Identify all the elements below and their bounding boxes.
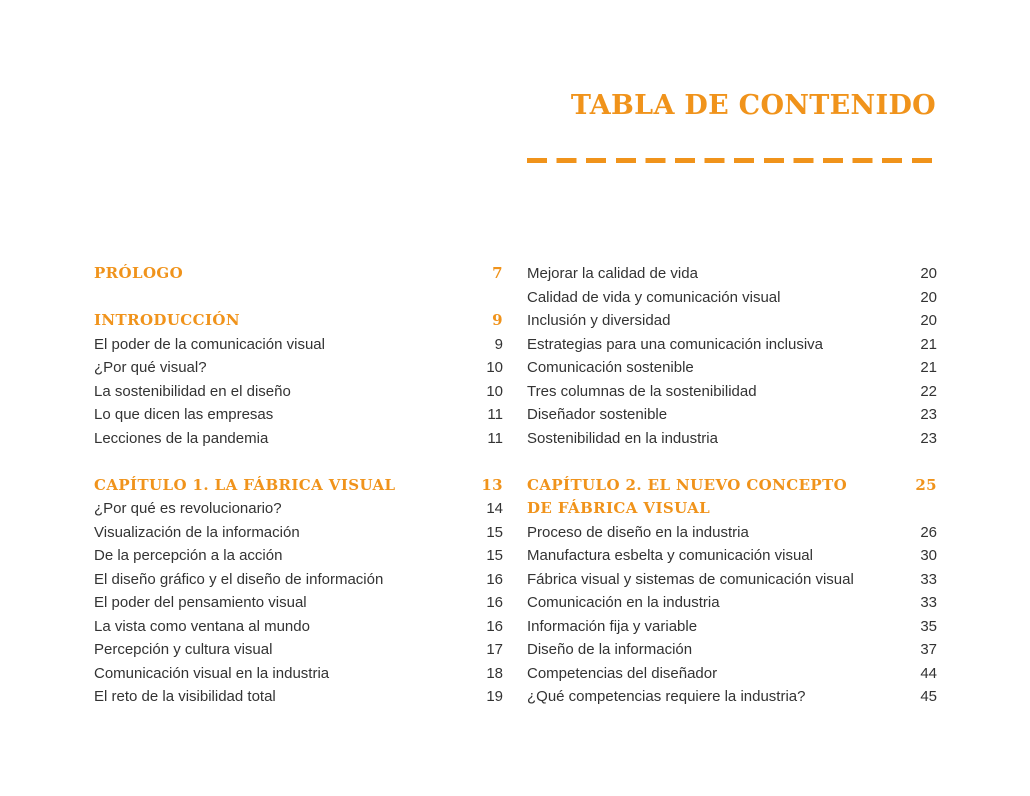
toc-page-number: 25	[915, 475, 937, 494]
toc-chapter-prologo[interactable]	[94, 262, 503, 286]
toc-entry-label: Estrategias para una comunicación inclusiva	[527, 335, 823, 353]
toc-page-number: 15	[486, 523, 503, 541]
toc-entry[interactable]	[94, 662, 503, 686]
toc-entry[interactable]	[94, 427, 503, 451]
toc-entry[interactable]	[94, 497, 503, 521]
toc-page-number: 11	[487, 406, 503, 423]
toc-entry[interactable]	[527, 591, 937, 615]
toc-entry-label: De la percepción a la acción	[94, 547, 283, 564]
toc-page-number: 33	[920, 570, 937, 588]
toc-entry-label: Fábrica visual y sistemas de comunicación visual	[527, 570, 854, 588]
toc-page-number: 26	[920, 523, 937, 541]
toc-page-number: 16	[486, 594, 503, 611]
toc-page-number: 37	[920, 641, 937, 658]
toc-entry-label: Percepción y cultura visual	[94, 641, 273, 658]
toc-entry[interactable]	[527, 262, 937, 286]
toc-page-number: 11	[487, 429, 503, 447]
toc-entry[interactable]	[527, 638, 937, 662]
toc-page-number: 17	[486, 641, 503, 658]
toc-chapter-introduccion[interactable]	[94, 309, 503, 333]
toc-entry-label: ¿Por qué visual?	[94, 359, 207, 376]
toc-entry-label: Comunicación visual en la industria	[94, 664, 330, 682]
toc-entry[interactable]	[94, 568, 503, 592]
toc-page-number: 18	[486, 664, 503, 682]
toc-entry[interactable]	[527, 380, 937, 404]
toc-entry[interactable]	[527, 427, 937, 451]
toc-entry[interactable]	[527, 309, 937, 333]
toc-entry[interactable]	[94, 591, 503, 615]
toc-page-number: 35	[920, 617, 937, 635]
toc-entry-label: Comunicación en la industria	[527, 594, 720, 611]
toc-page-number: 16	[486, 617, 503, 635]
toc-entry[interactable]	[527, 662, 937, 686]
toc-entry-label: El poder del pensamiento visual	[94, 594, 307, 611]
toc-entry-label: Sostenibilidad en la industria	[527, 429, 718, 447]
toc-right-column	[527, 262, 937, 709]
toc-page-number: 21	[920, 359, 937, 376]
toc-entry[interactable]	[527, 403, 937, 427]
toc-entry-label: Proceso de diseño en la industria	[527, 523, 749, 541]
toc-page-number: 22	[920, 382, 937, 400]
spacer	[527, 450, 937, 474]
toc-entry[interactable]	[527, 568, 937, 592]
toc-entry[interactable]	[94, 333, 503, 357]
toc-entry[interactable]	[527, 521, 937, 545]
toc-entry[interactable]	[94, 638, 503, 662]
dashed-divider	[527, 158, 937, 163]
toc-chapter-capitulo-2[interactable]	[527, 474, 937, 521]
spacer	[94, 286, 503, 310]
toc-page-number: 10	[486, 359, 503, 376]
toc-entry-label: El reto de la visibilidad total	[94, 688, 276, 705]
toc-page-number: 14	[486, 500, 503, 517]
spacer	[94, 450, 503, 474]
toc-entry-label: Calidad de vida y comunicación visual	[527, 288, 781, 306]
toc-page-number: 7	[492, 264, 503, 282]
toc-entry[interactable]	[94, 544, 503, 568]
toc-page-number: 20	[920, 265, 937, 282]
toc-chapter-label: PRÓLOGO	[94, 264, 184, 282]
toc-entry-label: La sostenibilidad en el diseño	[94, 382, 291, 400]
toc-entry-label: Diseñador sostenible	[527, 406, 668, 423]
toc-chapter-label-line-2: DE FÁBRICA VISUAL	[527, 499, 711, 517]
toc-entry-label: Información fija y variable	[527, 617, 698, 635]
toc-entry[interactable]	[527, 685, 937, 709]
toc-entry[interactable]	[94, 685, 503, 709]
toc-entry[interactable]	[527, 615, 937, 639]
toc-page-number: 21	[920, 335, 937, 353]
toc-page-number: 44	[920, 664, 937, 682]
toc-page-number: 20	[920, 312, 937, 329]
toc-entry-label: La vista como ventana al mundo	[94, 617, 310, 635]
toc-entry-label: Comunicación sostenible	[527, 359, 694, 376]
toc-entry-label: Lecciones de la pandemia	[94, 429, 269, 447]
toc-page-number: 45	[920, 688, 937, 705]
toc-entry-label: ¿Qué competencias requiere la industria?	[527, 688, 806, 705]
toc-entry-label: Lo que dicen las empresas	[94, 406, 274, 423]
toc-page-number: 20	[920, 288, 937, 306]
toc-entry[interactable]	[94, 521, 503, 545]
toc-page-number: 13	[481, 475, 503, 494]
toc-page-number: 10	[486, 382, 503, 400]
toc-page-number: 33	[920, 594, 937, 611]
toc-entry[interactable]	[527, 286, 937, 310]
toc-entry-label: El diseño gráfico y el diseño de información	[94, 570, 384, 588]
toc-chapter-label: CAPÍTULO 1. LA FÁBRICA VISUAL	[94, 475, 396, 494]
toc-entry-label: Manufactura esbelta y comunicación visual	[527, 547, 813, 564]
toc-chapter-label-line-1: CAPÍTULO 2. EL NUEVO CONCEPTO	[527, 475, 848, 494]
toc-left-column	[94, 262, 503, 709]
toc-entry-label: Inclusión y diversidad	[527, 312, 671, 329]
toc-entry-label: ¿Por qué es revolucionario?	[94, 500, 282, 517]
toc-entry-label: El poder de la comunicación visual	[94, 335, 325, 353]
toc-page-number: 16	[486, 570, 503, 588]
toc-entry-label: Mejorar la calidad de vida	[527, 265, 698, 282]
toc-entry-label: Visualización de la información	[94, 523, 300, 541]
toc-page-number: 15	[486, 547, 503, 564]
toc-entry[interactable]	[94, 615, 503, 639]
toc-entry[interactable]	[527, 544, 937, 568]
toc-entry[interactable]	[94, 380, 503, 404]
toc-chapter-capitulo-1[interactable]	[94, 474, 503, 498]
toc-entry-label: Tres columnas de la sostenibilidad	[527, 382, 757, 400]
toc-page-number: 9	[492, 311, 503, 329]
page-title: TABLA DE CONTENIDO	[570, 90, 936, 121]
toc-page-number: 30	[920, 547, 937, 564]
toc-chapter-label: INTRODUCCIÓN	[94, 311, 240, 329]
toc-page-number: 9	[494, 335, 503, 353]
toc-page-number: 23	[920, 429, 937, 447]
toc-entry[interactable]	[527, 356, 937, 380]
toc-chapter-label	[527, 474, 847, 521]
toc-entry[interactable]	[94, 403, 503, 427]
toc-entry-label: Diseño de la información	[527, 641, 693, 658]
toc-page-number: 19	[486, 688, 503, 705]
toc-entry[interactable]	[527, 333, 937, 357]
toc-entry-label: Competencias del diseñador	[527, 664, 718, 682]
toc-entry[interactable]	[94, 356, 503, 380]
toc-page-number: 23	[920, 406, 937, 423]
